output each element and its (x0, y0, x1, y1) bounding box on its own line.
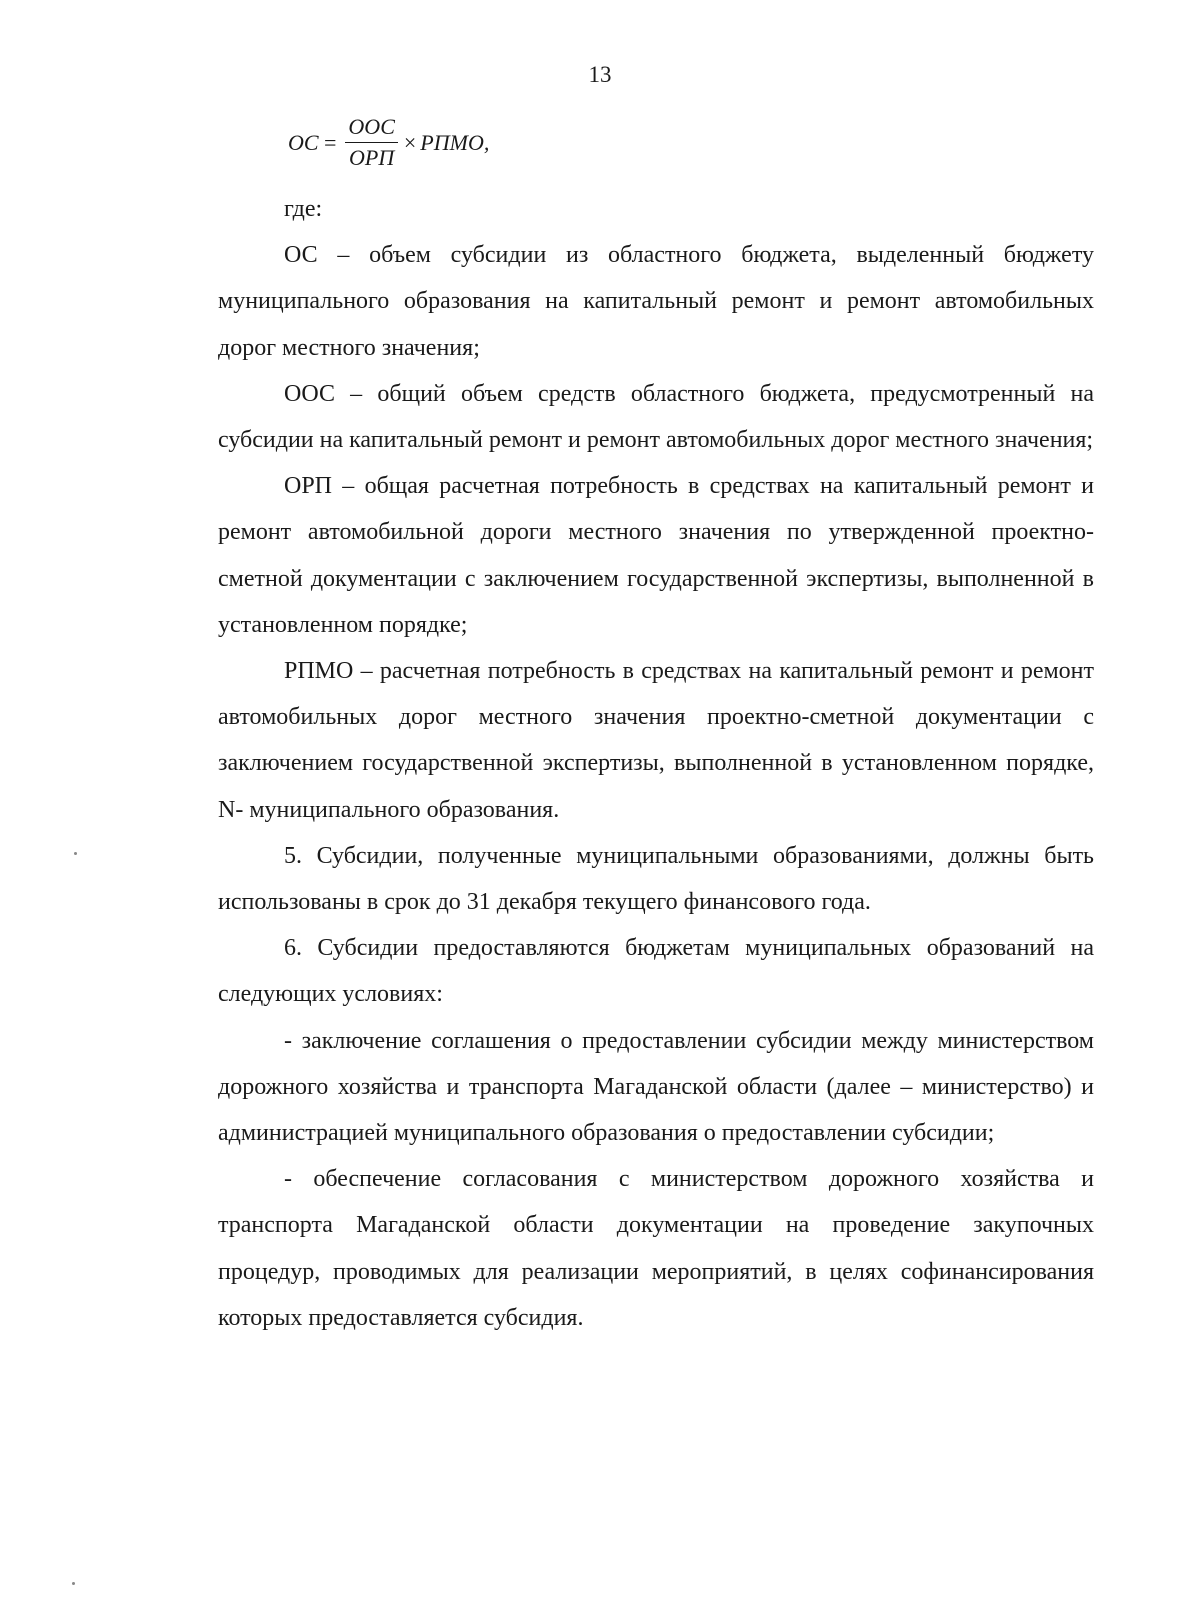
formula (288, 114, 489, 171)
document-body (218, 186, 1094, 1341)
paragraph-condition-approval: - обеспечение согласования с министерством дорожного хозяйства и транспорта Магаданской области документации на проведение закупочных процедур, проводимых для реализации мероприятий, в целях софинансирования которых предоставляется субсидия. (218, 1166, 1094, 1331)
paragraph-where: где: (284, 196, 323, 222)
scan-speck (72, 1582, 75, 1585)
formula-factor: РПМО, (420, 129, 490, 155)
page-number: 13 (588, 62, 612, 87)
formula-equals: = (322, 129, 338, 155)
scan-speck (74, 852, 77, 855)
paragraph-condition-agreement: - заключение соглашения о предоставлении субсидии между министерством дорожного хозяйства и транспорта Магаданской области (далее – министерство) и администрацией муниципального образования о предоставлении субсидии; (218, 1027, 1094, 1147)
paragraph-orp-definition: ОРП – общая расчетная потребность в средствах на капитальный ремонт и ремонт автомобильной дороги местного значения по утвержденной проектно-сметной документации с заключением государственной экспертизы, выполненной в установленном порядке; (218, 473, 1094, 638)
formula-numerator: ООС (345, 114, 397, 143)
formula-denominator: ОРП (349, 145, 395, 170)
paragraph-oos-definition: ООС – общий объем средств областного бюджета, предусмотренный на субсидии на капитальный ремонт и ремонт автомобильных дорог местного значения; (218, 380, 1094, 454)
paragraph-rpmo-definition: РПМО – расчетная потребность в средствах на капитальный ремонт и ремонт автомобильных дорог местного значения проектно-сметной документации с заключением государственной экспертизы, выполненной в установленном порядке, N- муниципального образования. (218, 658, 1094, 823)
paragraph-clause-5: 5. Субсидии, полученные муниципальными образованиями, должны быть использованы в срок до 31 декабря текущего финансового года. (218, 842, 1094, 916)
formula-fraction (345, 114, 397, 171)
paragraph-clause-6: 6. Субсидии предоставляются бюджетам муниципальных образований на следующих условиях: (218, 935, 1094, 1008)
formula-operator: × (403, 129, 417, 155)
paragraph-os-definition: ОС – объем субсидии из областного бюджета, выделенный бюджету муниципального образования на капитальный ремонт и ремонт автомобильных дорог местного значения; (218, 242, 1094, 361)
formula-lhs: ОС (288, 129, 319, 155)
